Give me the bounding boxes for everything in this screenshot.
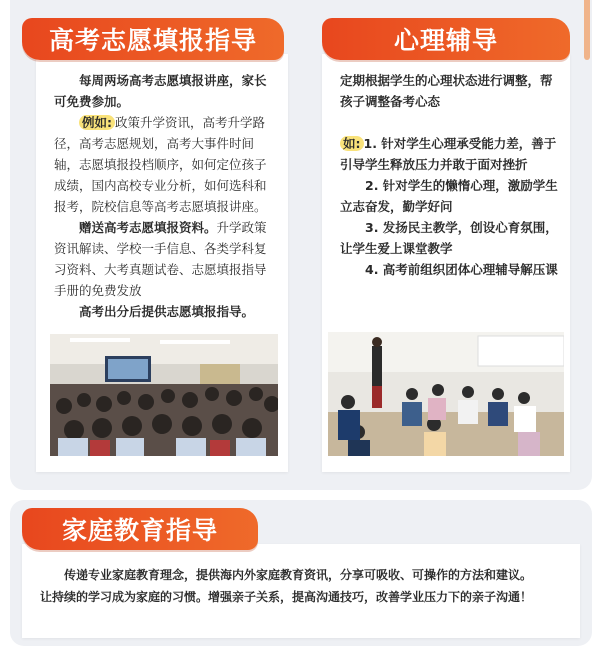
psych-item-3: 3. 发扬民主教学，创设心育氛围，让学生爱上课堂教学 bbox=[340, 220, 558, 256]
gaokao-text bbox=[54, 70, 276, 322]
gaokao-after-score: 高考出分后提供志愿填报指导。 bbox=[79, 304, 255, 319]
group-counseling-photo bbox=[328, 332, 564, 456]
family-title: 家庭教育指导 bbox=[22, 508, 258, 550]
psych-intro: 定期根据学生的心理状态进行调整，帮孩子调整备考心态 bbox=[340, 73, 553, 109]
family-line-1: 传递专业家庭教育理念，提供海内外家庭教育资讯，分享可吸收、可操作的方法和建议。 bbox=[64, 568, 533, 582]
gaokao-intro: 每周两场高考志愿填报讲座，家长可免费参加。 bbox=[54, 73, 267, 109]
gaokao-title: 高考志愿填报指导 bbox=[22, 18, 284, 60]
gaokao-example-label: 例如: bbox=[79, 115, 115, 130]
psych-item-2: 2. 针对学生的懒惰心理，激励学生立志奋发，勤学好问 bbox=[340, 178, 558, 214]
family-text bbox=[40, 564, 564, 608]
psych-text bbox=[340, 70, 562, 280]
psych-item-1: 1. 针对学生心理承受能力差，善于引导学生释放压力并敢于面对挫折 bbox=[340, 136, 557, 172]
psych-example-label: 如: bbox=[340, 136, 364, 151]
gaokao-example-text: 政策升学资讯，高考升学路径，高考志愿规划，高考大事件时间轴，志愿填报投档顺序，如何定位孩子成绩，国内高校专业分析，如何选科和报考，院校信息等高考志愿填报讲座。 bbox=[54, 115, 267, 214]
psych-item-4: 4. 高考前组织团体心理辅导解压课 bbox=[365, 262, 558, 277]
corner-decoration bbox=[584, 0, 590, 60]
gaokao-gift-text: 升学政策资讯解读、学校一手信息、各类学科复习资料、大考真题试卷、志愿填报指导手册的免费发放 bbox=[54, 220, 267, 298]
lecture-hall-photo bbox=[50, 334, 278, 456]
family-line-2: 让持续的学习成为家庭的习惯。增强亲子关系，提高沟通技巧，改善学业压力下的亲子沟通！ bbox=[40, 590, 533, 604]
psych-title: 心理辅导 bbox=[322, 18, 570, 60]
gaokao-gift-lead: 赠送高考志愿填报资料。 bbox=[79, 220, 217, 235]
